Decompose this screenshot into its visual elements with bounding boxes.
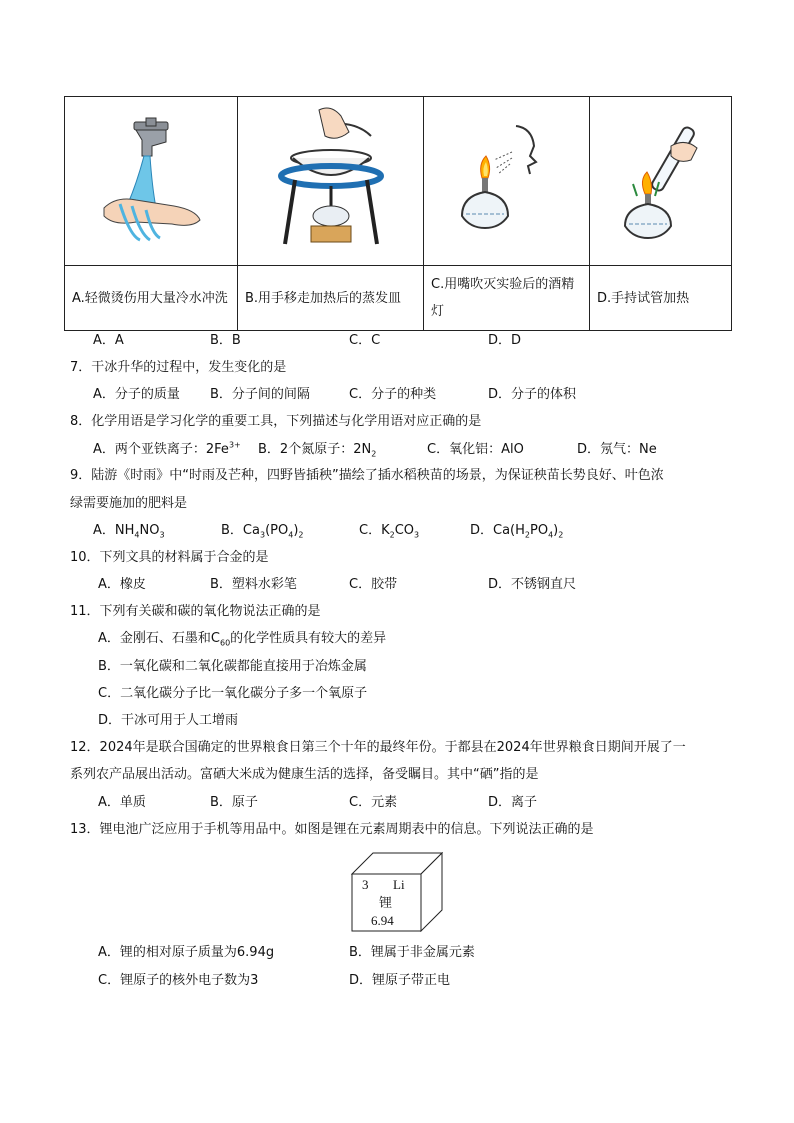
- q12-option-a: A．单质: [98, 795, 146, 810]
- caption-d: D.手持试管加热: [590, 266, 732, 331]
- q11-option-a: A．金刚石、石墨和$C_{60}$的化学性质具有较大的差异: [98, 631, 387, 648]
- q9-stem-line2: 绿需要施加的肥料是: [70, 496, 188, 511]
- hand-holding-test-tube-icon: [611, 116, 711, 246]
- q9-option-d: D．$Ca(H_2PO_4)_2$: [470, 523, 564, 540]
- evaporating-dish-tripod-icon: [271, 106, 391, 256]
- element-atomic-mass: 6.94: [371, 913, 394, 928]
- q12-stem-line2: 系列农产品展出活动。富硒大米成为健康生活的选择，备受瞩目。其中“硒”指的是: [70, 767, 539, 782]
- q8-option-a: A．两个亚铁离子：$2Fe^{3+}$: [93, 440, 241, 457]
- caption-b: B.用手移走加热后的蒸发皿: [238, 266, 424, 331]
- q12-option-d: D．离子: [488, 795, 538, 810]
- q7-stem: 7．干冰升华的过程中，发生变化的是: [70, 360, 287, 375]
- q10-stem: 10．下列文具的材料属于合金的是: [70, 550, 269, 565]
- figure-cell-b: [238, 97, 424, 266]
- q6-option-a: A．A: [93, 333, 124, 348]
- q12-stem-line1: 12．2024年是联合国确定的世界粮食日第三个十年的最终年份。于都县在2024年世界粮食日期间开展了一: [70, 740, 686, 755]
- q12-option-c: C．元素: [349, 795, 398, 810]
- q7-option-d: D．分子的体积: [488, 387, 577, 402]
- q13-option-d: D．锂原子带正电: [349, 973, 451, 988]
- q8-option-c: C．氧化铝：AlO: [427, 442, 524, 457]
- q9-stem-line1: 9．陆游《时雨》中“时雨及芒种，四野皆插秧”描绘了插水稻秧苗的场景，为保证秧苗长势良好、叶色浓: [70, 468, 664, 483]
- q8-option-b: B．2个氮原子：$2N_2$: [258, 442, 377, 459]
- q9-option-a: A．$NH_4NO_3$: [93, 523, 165, 540]
- caption-a: A.轻微烫伤用大量冷水冲洗: [65, 266, 238, 331]
- q6-option-c: C．C: [349, 333, 381, 348]
- q7-option-c: C．分子的种类: [349, 387, 437, 402]
- element-symbol: Li: [393, 877, 405, 892]
- q13-option-b: B．锂属于非金属元素: [349, 945, 475, 960]
- q11-option-c: C．二氧化碳分子比一氧化碳分子多一个氧原子: [98, 686, 368, 701]
- q11-stem: 11．下列有关碳和碳的氧化物说法正确的是: [70, 604, 321, 619]
- caption-c: C.用嘴吹灭实验后的酒精灯: [424, 266, 590, 331]
- q9-option-c: C．$K_2CO_3$: [359, 523, 420, 540]
- q11-option-d: D．干冰可用于人工增雨: [98, 713, 239, 728]
- figure-cell-d: [590, 97, 732, 266]
- q11-option-b: B．一氧化碳和二氧化碳都能直接用于冶炼金属: [98, 659, 367, 674]
- blowing-alcohol-lamp-icon: [452, 116, 562, 246]
- element-atomic-number: 3: [362, 877, 369, 892]
- element-name: 锂: [379, 895, 393, 910]
- q6-option-b: B．B: [210, 333, 241, 348]
- q10-option-b: B．塑料水彩笔: [210, 577, 297, 592]
- q10-option-c: C．胶带: [349, 577, 398, 592]
- q9-option-b: B．$Ca_3(PO_4)_2$: [221, 523, 304, 540]
- water-faucet-hand-icon: [96, 116, 206, 246]
- q10-option-a: A．橡皮: [98, 577, 146, 592]
- q13-option-c: C．锂原子的核外电子数为3: [98, 973, 259, 988]
- element-cube-outline: [351, 852, 443, 932]
- figure-cell-a: [65, 97, 238, 266]
- lab-safety-figure-table: [64, 96, 732, 331]
- q10-option-d: D．不锈钢直尺: [488, 577, 577, 592]
- figure-cell-c: [424, 97, 590, 266]
- q13-stem: 13．锂电池广泛应用于手机等用品中。如图是锂在元素周期表中的信息。下列说法正确的是: [70, 822, 594, 837]
- q8-stem: 8．化学用语是学习化学的重要工具，下列描述与化学用语对应正确的是: [70, 414, 482, 429]
- q7-option-a: A．分子的质量: [93, 387, 180, 402]
- q7-option-b: B．分子间的间隔: [210, 387, 310, 402]
- lithium-element-cube: [351, 852, 443, 932]
- q12-option-b: B．原子: [210, 795, 258, 810]
- q6-option-d: D．D: [488, 333, 522, 348]
- q8-option-d: D．氖气：Ne: [577, 442, 657, 457]
- q13-option-a: A．锂的相对原子质量为6.94g: [98, 945, 275, 960]
